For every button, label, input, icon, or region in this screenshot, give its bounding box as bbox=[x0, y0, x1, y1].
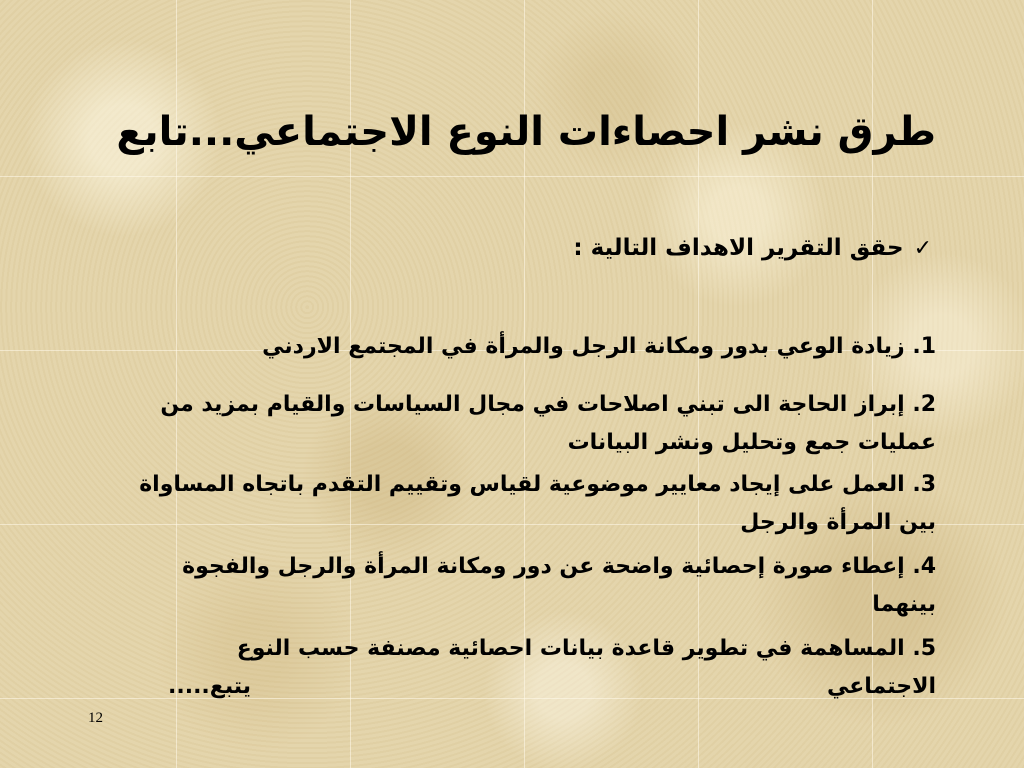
continued-label: يتبع..... bbox=[168, 674, 252, 699]
item-number: 1. bbox=[912, 334, 936, 359]
list-item bbox=[150, 630, 936, 706]
slide-title: طرق نشر احصاءات النوع الاجتماعي...تابع bbox=[116, 109, 936, 155]
check-mark-icon: ✓ bbox=[913, 236, 932, 261]
item-text: إبراز الحاجة الى تبني اصلاحات في مجال السياسات والقيام بمزيد من عمليات جمع وتحليل ونشر البيانات bbox=[160, 392, 936, 455]
intro-bullet bbox=[400, 228, 932, 269]
background-grid-line bbox=[0, 176, 1024, 177]
list-item bbox=[120, 466, 936, 542]
list-item bbox=[120, 548, 936, 624]
list-item bbox=[200, 328, 936, 366]
page-number: 12 bbox=[88, 710, 103, 726]
item-text: إعطاء صورة إحصائية واضحة عن دور ومكانة المرأة والرجل والفجوة بينهما bbox=[182, 554, 936, 617]
item-number: 2. bbox=[912, 392, 936, 417]
item-number: 4. bbox=[912, 554, 936, 579]
item-text: العمل على إيجاد معايير موضوعية لقياس وتقييم التقدم باتجاه المساواة بين المرأة والرجل bbox=[139, 472, 936, 535]
list-item bbox=[120, 386, 936, 462]
item-text: زيادة الوعي بدور ومكانة الرجل والمرأة في المجتمع الاردني bbox=[262, 334, 913, 359]
item-number: 5. bbox=[912, 636, 936, 661]
intro-text: حقق التقرير الاهداف التالية : bbox=[573, 235, 904, 261]
item-number: 3. bbox=[912, 472, 936, 497]
item-text: المساهمة في تطوير قاعدة بيانات احصائية مصنفة حسب النوع الاجتماعي bbox=[236, 636, 936, 699]
